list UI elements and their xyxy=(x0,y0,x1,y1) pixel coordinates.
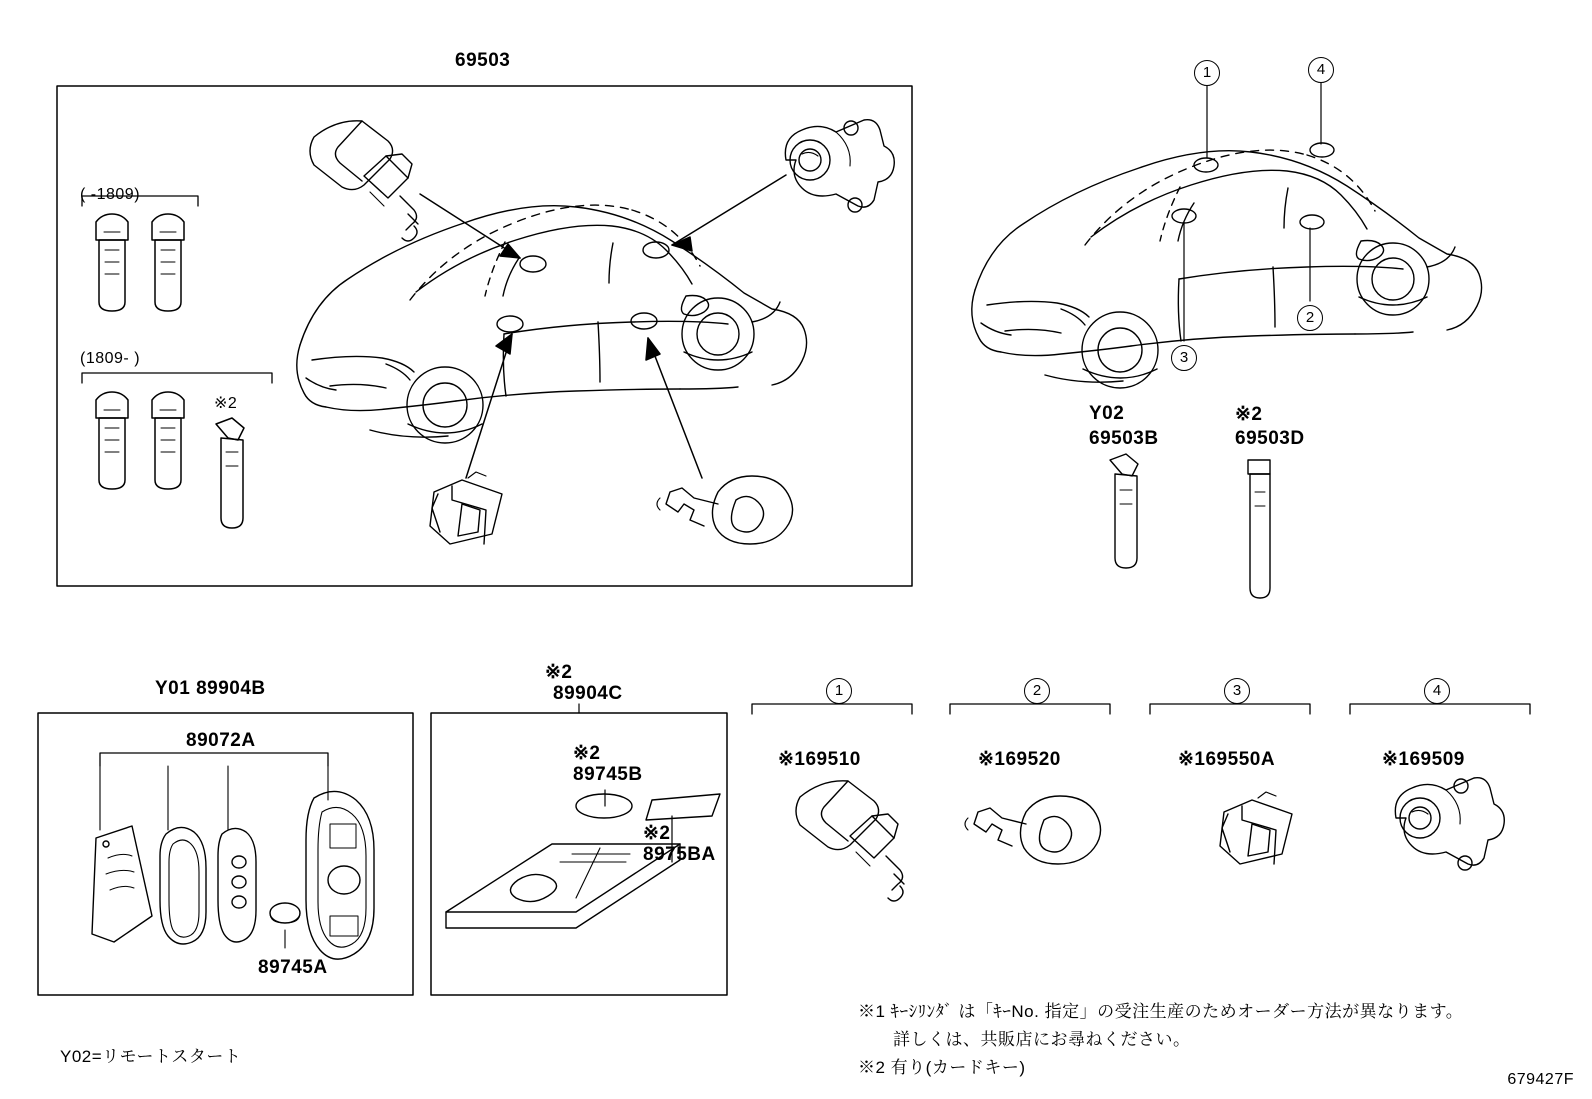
part-label-69503D-prefix: ※2 xyxy=(1235,404,1263,425)
key-group-late-label: (1809- ) xyxy=(80,350,141,367)
callout-2-top: 2 xyxy=(1297,305,1323,331)
card-key-mark-label: ※2 xyxy=(214,395,238,412)
part-label-69503B-prefix: Y02 xyxy=(1089,403,1125,424)
callout-2-bottom: 2 xyxy=(1024,678,1050,704)
item-label-89745A: 89745A xyxy=(258,957,328,978)
note-line-2: 詳しくは、共販店にお尋ねください。 xyxy=(893,1030,1191,1049)
drawing-code: 679427F xyxy=(1507,1071,1574,1088)
item-mark-89745B: ※2 xyxy=(573,743,601,764)
key-group-early-label: ( -1809) xyxy=(80,186,141,203)
callout-4-bottom: 4 xyxy=(1424,678,1450,704)
sub-label-89072A: 89072A xyxy=(186,730,256,751)
item-mark-8975BA: ※2 xyxy=(643,823,671,844)
callout-4-top: 4 xyxy=(1308,57,1334,83)
part-label-69503D: 69503D xyxy=(1235,428,1305,449)
part-label-69509: ※169509 xyxy=(1382,749,1465,770)
group-label-89904C: 89904C xyxy=(553,683,623,704)
part-label-69550A: ※169550A xyxy=(1178,749,1276,770)
callout-3-top: 3 xyxy=(1171,345,1197,371)
callout-1-bottom: 1 xyxy=(826,678,852,704)
item-label-89745B: 89745B xyxy=(573,764,643,785)
part-label-69520: ※169520 xyxy=(978,749,1061,770)
callout-3-bottom: 3 xyxy=(1224,678,1250,704)
note-line-3: ※2 有り(カードキー) xyxy=(858,1058,1026,1077)
note-line-1: ※1 ｷｰｼﾘﾝﾀﾞ は「ｷｰNo. 指定」の受注生産のためオーダー方法が異なります。 xyxy=(858,1002,1464,1021)
item-label-8975BA: 8975BA xyxy=(643,844,716,865)
callout-1-top: 1 xyxy=(1194,60,1220,86)
part-label-69503B: 69503B xyxy=(1089,428,1159,449)
group-label-89904B: Y01 89904B xyxy=(155,678,266,699)
group-label-69503: 69503 xyxy=(455,50,511,71)
legend-remote-start: Y02=リモートスタート xyxy=(60,1047,242,1066)
part-label-69510: ※169510 xyxy=(778,749,861,770)
group-mark-89904C: ※2 xyxy=(545,662,573,683)
